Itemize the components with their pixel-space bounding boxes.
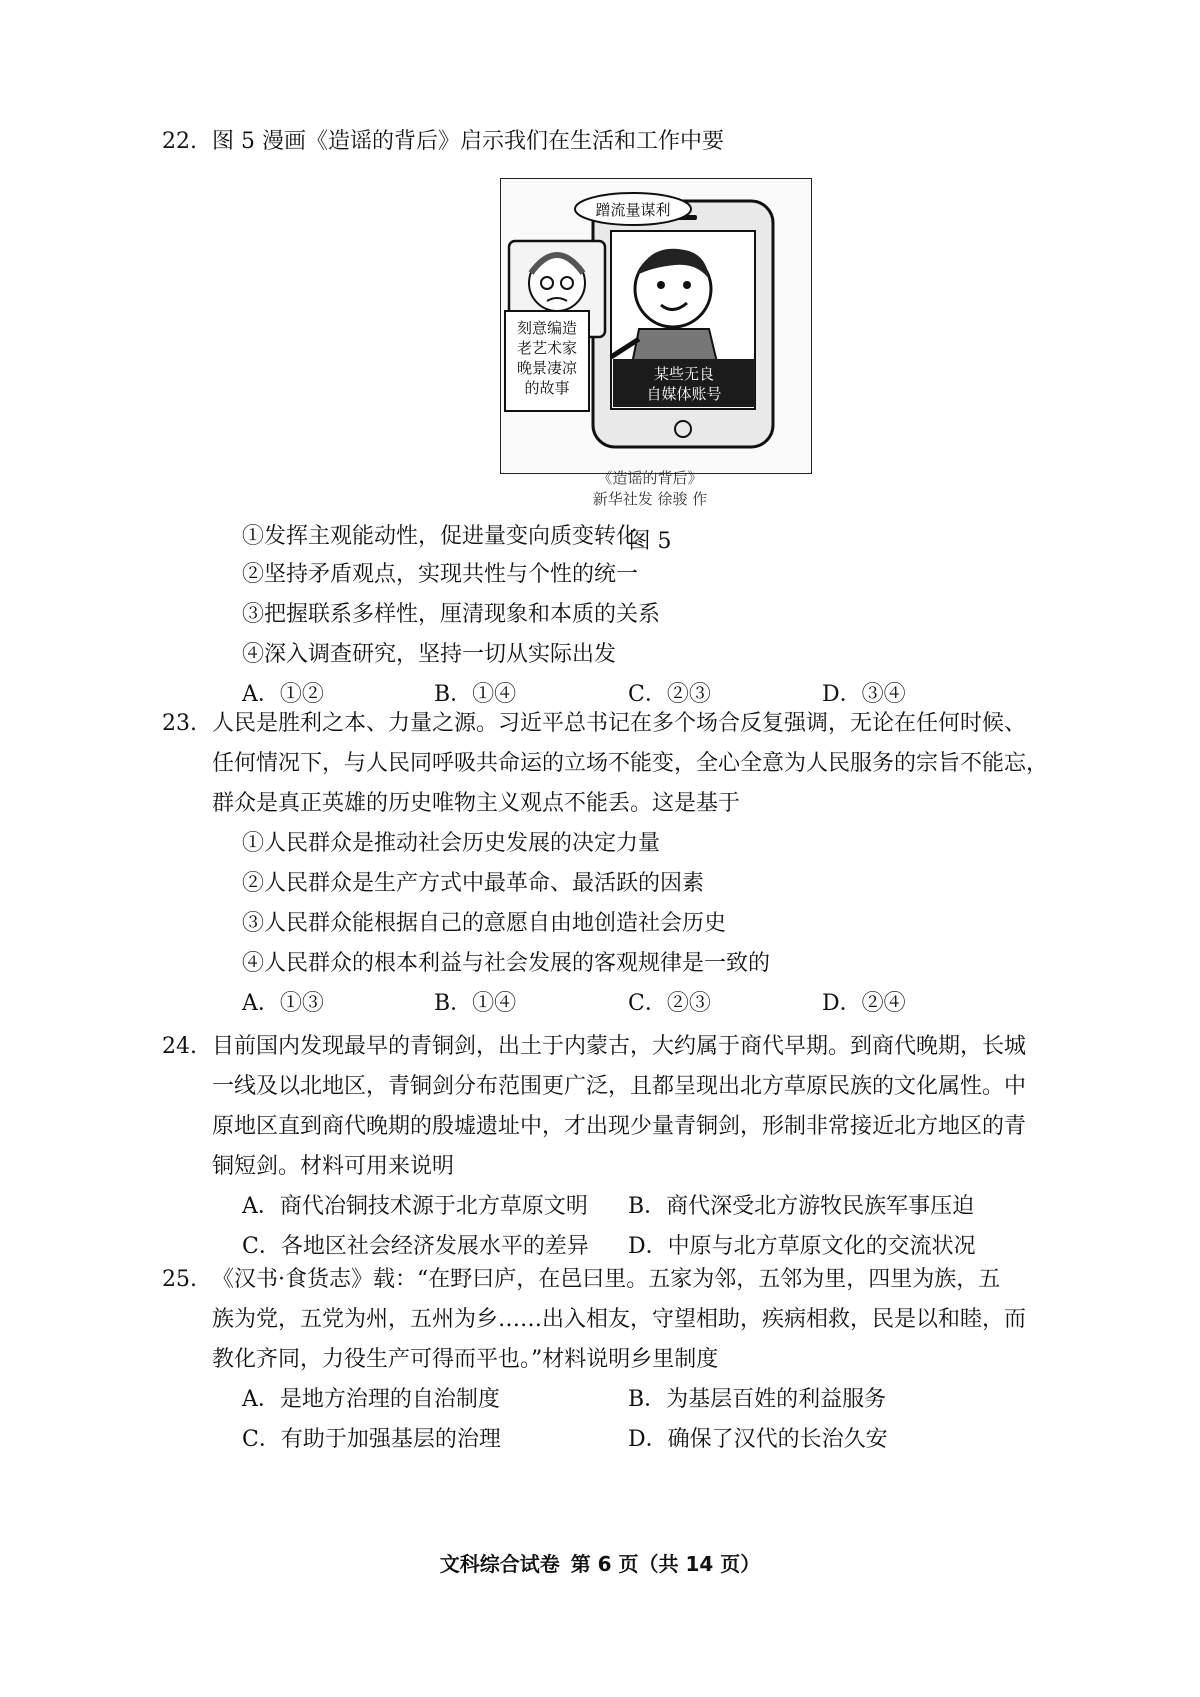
question-22 bbox=[162, 122, 1142, 162]
choice-c[interactable]: C．有助于加强基层的治理 bbox=[242, 1427, 501, 1452]
question-stem-line: 族为党，五党为州，五州为乡……出入相友，守望相助，疾病相救，民是以和睦，而 bbox=[212, 1307, 1027, 1332]
caption-author: 新华社发 徐骏 作 bbox=[592, 490, 708, 508]
question-24 bbox=[162, 1027, 1142, 1267]
caption-title: 《造谣的背后》 bbox=[597, 469, 703, 487]
choice-d[interactable]: D．③④ bbox=[822, 682, 906, 707]
question-stem-line: 任何情况下，与人民同呼吸共命运的立场不能变，全心全意为人民服务的宗旨不能忘， bbox=[212, 751, 1049, 776]
left-sign-line: 老艺术家 bbox=[516, 339, 578, 357]
choice-d[interactable]: D．②④ bbox=[822, 991, 906, 1016]
choice-a[interactable]: A．①② bbox=[242, 682, 324, 707]
left-sign-line: 晚景凄凉 bbox=[516, 359, 578, 377]
question-23 bbox=[162, 704, 1142, 1024]
answer-choices bbox=[212, 1380, 1142, 1420]
question-number: 25. bbox=[162, 1267, 197, 1292]
question-stem: 图 5 漫画《造谣的背后》启示我们在生活和工作中要 bbox=[212, 129, 724, 154]
choice-b[interactable]: B．①④ bbox=[434, 682, 517, 707]
option-statement: ②坚持矛盾观点，实现共性与个性的统一 bbox=[242, 562, 639, 587]
choice-b[interactable]: B．商代深受北方游牧民族军事压迫 bbox=[628, 1194, 975, 1219]
answer-choices bbox=[212, 984, 1142, 1024]
option-statement: ④人民群众的根本利益与社会发展的客观规律是一致的 bbox=[242, 951, 771, 976]
question-stem-line: 《汉书·食货志》载：“在野曰庐，在邑曰里。五家为邻，五邻为里，四里为族，五 bbox=[212, 1267, 1001, 1292]
choice-a[interactable]: A．①③ bbox=[242, 991, 324, 1016]
figure-label: 图 5 bbox=[628, 529, 672, 554]
choice-b[interactable]: B．为基层百姓的利益服务 bbox=[628, 1387, 887, 1412]
choice-a[interactable]: A．是地方治理的自治制度 bbox=[242, 1387, 500, 1412]
choice-d[interactable]: D．确保了汉代的长治久安 bbox=[628, 1427, 888, 1452]
choice-b[interactable]: B．①④ bbox=[434, 991, 517, 1016]
right-sign-line: 自媒体账号 bbox=[646, 385, 722, 403]
option-statement: ③人民群众能根据自己的意愿自由地创造社会历史 bbox=[242, 911, 727, 936]
question-number: 23. bbox=[162, 711, 197, 736]
choice-c[interactable]: C．②③ bbox=[628, 682, 711, 707]
choice-d[interactable]: D．中原与北方草原文化的交流状况 bbox=[628, 1234, 976, 1259]
question-stem-line: 目前国内发现最早的青铜剑，出土于内蒙古，大约属于商代早期。到商代晚期，长城 bbox=[212, 1034, 1027, 1059]
left-sign-line: 的故事 bbox=[524, 379, 570, 397]
cartoon-caption bbox=[540, 468, 760, 510]
left-sign-line: 刻意编造 bbox=[516, 319, 578, 337]
right-sign-line: 某些无良 bbox=[653, 365, 715, 383]
question-stem-line: 原地区直到商代晚期的殷墟遗址中，才出现少量青铜剑，形制非常接近北方地区的青 bbox=[212, 1114, 1027, 1139]
cartoon-figure bbox=[500, 178, 812, 474]
option-statement: ④深入调查研究，坚持一切从实际出发 bbox=[242, 642, 617, 667]
choice-c[interactable]: C．②③ bbox=[628, 991, 711, 1016]
choice-c[interactable]: C．各地区社会经济发展水平的差异 bbox=[242, 1234, 589, 1259]
cartoon-illustration bbox=[501, 179, 811, 473]
question-25 bbox=[162, 1260, 1142, 1460]
answer-choices bbox=[212, 1420, 1142, 1460]
question-stem-line: 铜短剑。材料可用来说明 bbox=[212, 1154, 455, 1179]
option-statement: ③把握联系多样性，厘清现象和本质的关系 bbox=[242, 602, 661, 627]
question-stem-line: 人民是胜利之本、力量之源。习近平总书记在多个场合反复强调，无论在任何时候、 bbox=[212, 711, 1027, 736]
option-statement: ②人民群众是生产方式中最革命、最活跃的因素 bbox=[242, 871, 705, 896]
question-22-options bbox=[212, 555, 1142, 715]
question-stem-line: 群众是真正英雄的历史唯物主义观点不能丢。这是基于 bbox=[212, 791, 741, 816]
choice-a[interactable]: A．商代冶铜技术源于北方草原文明 bbox=[242, 1194, 588, 1219]
page-footer bbox=[0, 1548, 1200, 1577]
question-number: 22. bbox=[162, 129, 197, 154]
question-number: 24. bbox=[162, 1034, 197, 1059]
question-stem-line: 教化齐同，力役生产可得而平也。”材料说明乡里制度 bbox=[212, 1347, 719, 1372]
option-statement: ①发挥主观能动性，促进量变向质变转化 bbox=[242, 524, 639, 549]
question-stem-line: 一线及以北地区，青铜剑分布范围更广泛，且都呈现出北方草原民族的文化属性。中 bbox=[212, 1074, 1027, 1099]
bubble-text: 蹭流量谋利 bbox=[595, 201, 671, 219]
option-statement: ①人民群众是推动社会历史发展的决定力量 bbox=[242, 831, 661, 856]
question-22-options bbox=[212, 517, 1142, 557]
answer-choices bbox=[212, 1187, 1142, 1227]
footer-subject: 文科综合试卷 bbox=[439, 1552, 560, 1576]
footer-page-number: 第 6 页（共 14 页） bbox=[570, 1552, 761, 1576]
